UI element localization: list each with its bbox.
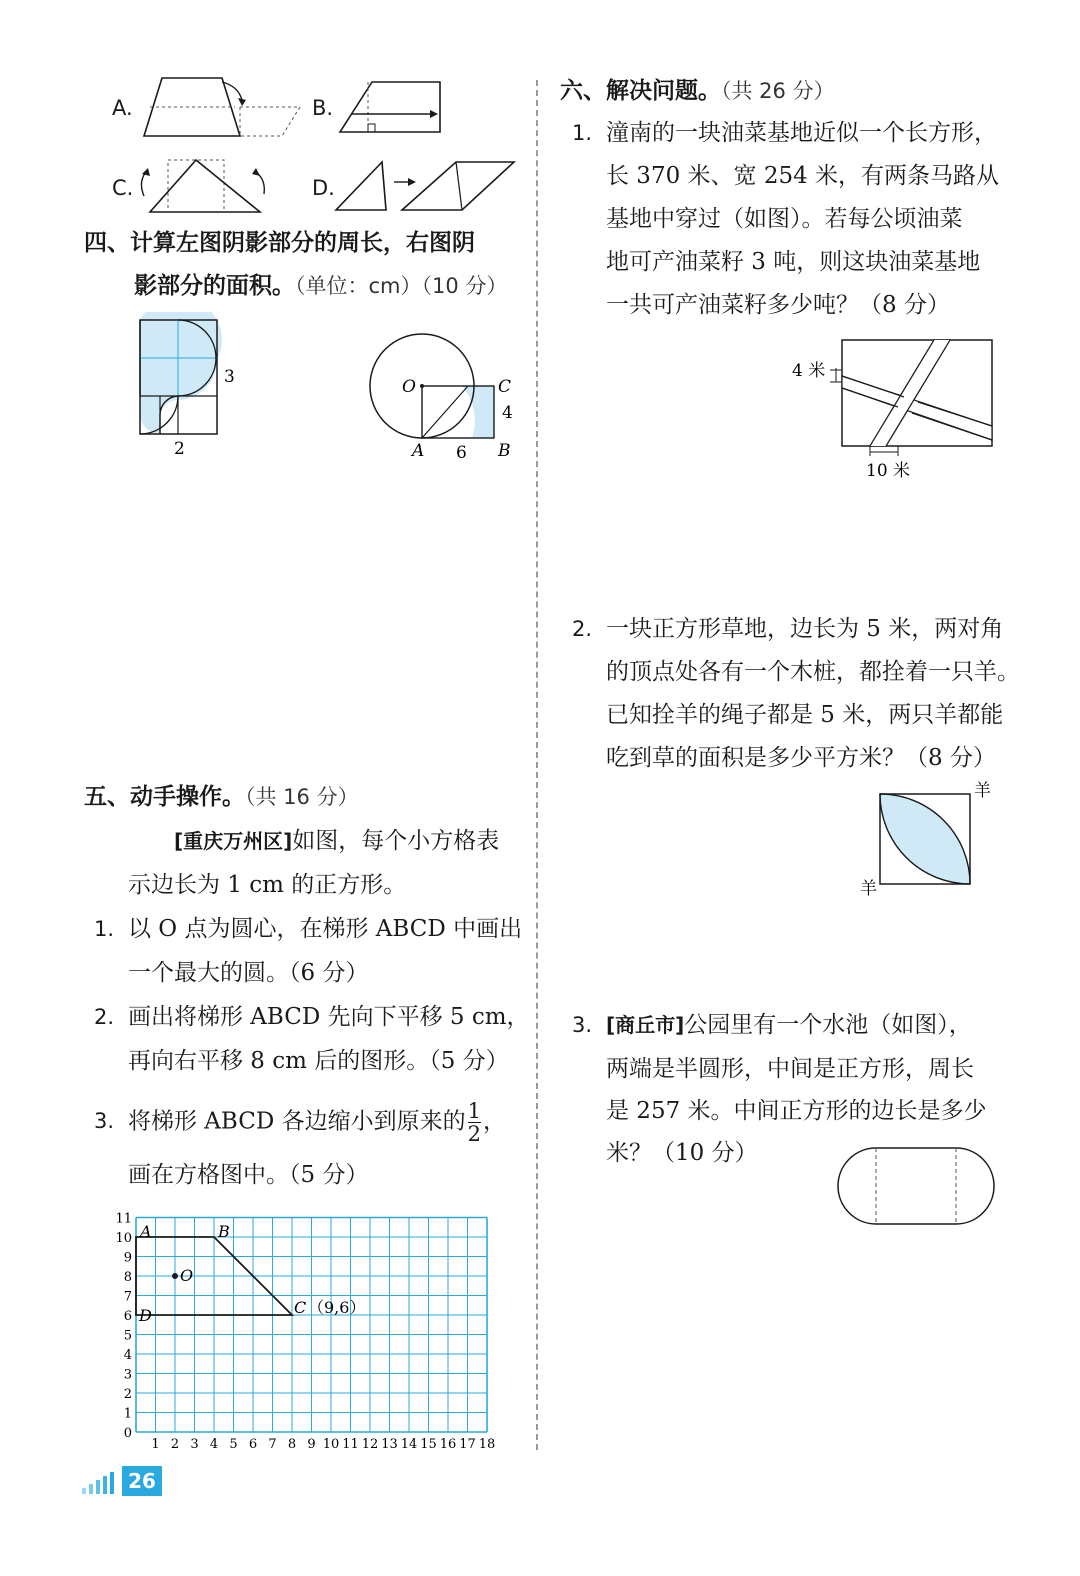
label-vertex-a: A	[140, 1222, 152, 1241]
label-point-o: O	[180, 1266, 194, 1285]
label-3: 3	[224, 367, 235, 387]
x-tick-label: 4	[209, 1437, 219, 1452]
q6-2-line: 一块正方形草地，边长为 5 米，两对角	[606, 616, 1004, 642]
option-a-dashed-copy	[240, 107, 300, 136]
x-tick-label: 9	[307, 1437, 316, 1452]
page-bars-icon	[80, 1470, 122, 1496]
y-tick-label: 4	[123, 1348, 132, 1363]
q6-3-line2: 两端是半圆形，中间是正方形，周长	[606, 1056, 974, 1082]
section-4-title: 四、计算左图阴影部分的周长，右图阴	[84, 230, 475, 256]
x-tick-label: 10	[322, 1437, 340, 1452]
y-tick-label: 10	[115, 1231, 132, 1246]
option-figures	[100, 70, 530, 220]
q5-2-line1: 画出将梯形 ABCD 先向下平移 5 cm，	[128, 1004, 530, 1030]
q6-1-line: 地可产油菜籽 3 吨，则这块油菜基地	[606, 249, 981, 275]
sheep-label-bottom: 羊	[860, 879, 877, 899]
x-tick-label: 7	[268, 1437, 277, 1452]
q6-1-text	[606, 112, 999, 327]
page-number: 26	[122, 1466, 162, 1496]
x-tick-label: 2	[170, 1437, 180, 1452]
trapezoid-grid	[100, 1204, 520, 1454]
section-5-intro: [重庆万州区]如图，每个小方格表	[174, 828, 500, 854]
label-vertex-c: C	[294, 1298, 307, 1317]
sheep-label-top: 羊	[974, 781, 991, 801]
option-b-parallelogram	[340, 82, 440, 132]
q5-1-line2: 一个最大的圆。（6 分）	[128, 960, 369, 986]
q5-3-number: 3.	[94, 1109, 115, 1133]
x-tick-label: 13	[381, 1437, 398, 1452]
column-divider	[536, 80, 538, 1450]
x-tick-label: 12	[361, 1437, 379, 1452]
q6-1-line: 基地中穿过（如图）。若每公顷油菜	[606, 206, 963, 232]
y-tick-label: 9	[123, 1250, 132, 1266]
q5-1-line1: 以 O 点为圆心，在梯形 ABCD 中画出	[128, 916, 523, 942]
y-tick-label: 5	[123, 1328, 132, 1344]
section-6-score: （共 26 分）	[721, 79, 835, 103]
x-tick-label: 1	[151, 1437, 160, 1452]
road-width-label: 4 米	[792, 361, 826, 381]
x-tick-label: 6	[248, 1437, 258, 1452]
q6-3-number: 3.	[572, 1013, 593, 1037]
y-tick-label: 0	[123, 1426, 132, 1441]
road-width-label-2: 10 米	[866, 461, 911, 481]
y-tick-label: 7	[123, 1289, 132, 1305]
label-6: 6	[456, 443, 467, 463]
section-5-title: 五、动手操作。（共 16 分）	[84, 784, 359, 810]
label-b: B	[498, 441, 511, 461]
option-b-label: B.	[312, 96, 334, 120]
y-tick-label: 11	[115, 1211, 132, 1227]
shaded-perimeter-figure	[120, 312, 250, 462]
shaded-area-figure	[360, 330, 530, 466]
label-c: C	[498, 377, 512, 397]
x-tick-label: 3	[190, 1437, 199, 1452]
q6-2-line: 的顶点处各有一个木桩，都拴着一只羊。	[606, 659, 1020, 685]
label-c-coordinate: （9,6）	[308, 1298, 366, 1317]
q6-1-line: 一共可产油菜籽多少吨？（8 分）	[606, 292, 950, 318]
option-c-label: C.	[112, 176, 134, 200]
option-a-label: A.	[112, 96, 133, 120]
option-figures-svg	[100, 70, 530, 220]
pool-outline	[838, 1148, 994, 1224]
q6-3-line1: [商丘市]公园里有一个水池（如图），	[606, 1012, 972, 1038]
label-2: 2	[174, 439, 185, 459]
q5-1-number: 1.	[94, 917, 115, 941]
q6-2-line: 已知拴羊的绳子都是 5 米，两只羊都能	[606, 702, 1004, 728]
sheep-square-figure	[850, 780, 1000, 900]
field-roads-figure	[786, 334, 1000, 488]
x-tick-label: 17	[459, 1437, 476, 1452]
q5-3-line2: 画在方格图中。（5 分）	[128, 1162, 369, 1188]
x-tick-label: 5	[229, 1437, 238, 1452]
q6-2-number: 2.	[572, 617, 593, 641]
y-tick-label: 8	[123, 1270, 132, 1285]
q6-3-line3: 是 257 米。中间正方形的边长是多少	[606, 1098, 987, 1124]
y-tick-label: 6	[123, 1309, 132, 1324]
x-tick-label: 15	[420, 1437, 437, 1452]
x-tick-label: 11	[342, 1437, 359, 1452]
q6-3-line4: 米？（10 分）	[606, 1140, 758, 1166]
label-o: O	[402, 377, 416, 397]
pool-figure	[836, 1144, 998, 1230]
y-tick-label: 2	[123, 1387, 132, 1402]
option-d-triangle	[336, 162, 386, 210]
x-tick-label: 14	[400, 1437, 418, 1452]
q6-3-source: [商丘市]	[606, 1013, 685, 1037]
x-tick-label: 8	[287, 1437, 297, 1452]
q5-3-line1: 将梯形 ABCD 各边缩小到原来的 $\frac{1}{2}$ ，	[128, 1099, 506, 1146]
option-d-label: D.	[312, 176, 335, 200]
y-tick-label: 3	[123, 1367, 132, 1383]
point-o	[172, 1273, 178, 1279]
section-4-title-line2: 影部分的面积。（单位：cm）（10 分）	[134, 273, 508, 299]
q5-2-line2: 再向右平移 8 cm 后的图形。（5 分）	[128, 1048, 509, 1074]
label-a: A	[412, 441, 425, 461]
x-tick-label: 16	[439, 1437, 457, 1452]
label-vertex-b: B	[218, 1222, 230, 1241]
label-vertex-d: D	[139, 1306, 152, 1325]
q6-1-line: 潼南的一块油菜基地近似一个长方形，	[606, 120, 997, 146]
section-5-intro-line2: 示边长为 1 cm 的正方形。	[128, 872, 407, 898]
section-4-score: （单位：cm）（10 分）	[295, 274, 508, 298]
option-d-parallelogram	[402, 162, 514, 210]
section-5-score: （共 16 分）	[245, 785, 359, 809]
source-tag: [重庆万州区]	[174, 829, 293, 853]
y-tick-label: 1	[123, 1406, 132, 1422]
x-tick-label: 18	[478, 1437, 496, 1452]
option-c-triangle	[150, 160, 260, 212]
q6-1-line: 长 370 米、宽 254 米，有两条马路从	[606, 163, 1000, 189]
fraction-one-half: $\frac{1}{2}$	[467, 1099, 481, 1146]
q6-2-line: 吃到草的面积是多少平方米？（8 分）	[606, 745, 996, 771]
q6-1-number: 1.	[572, 121, 593, 145]
section-6-title: 六、解决问题。（共 26 分）	[560, 78, 835, 104]
label-4: 4	[502, 403, 513, 423]
q5-2-number: 2.	[94, 1005, 115, 1029]
q6-2-text	[606, 608, 1020, 780]
